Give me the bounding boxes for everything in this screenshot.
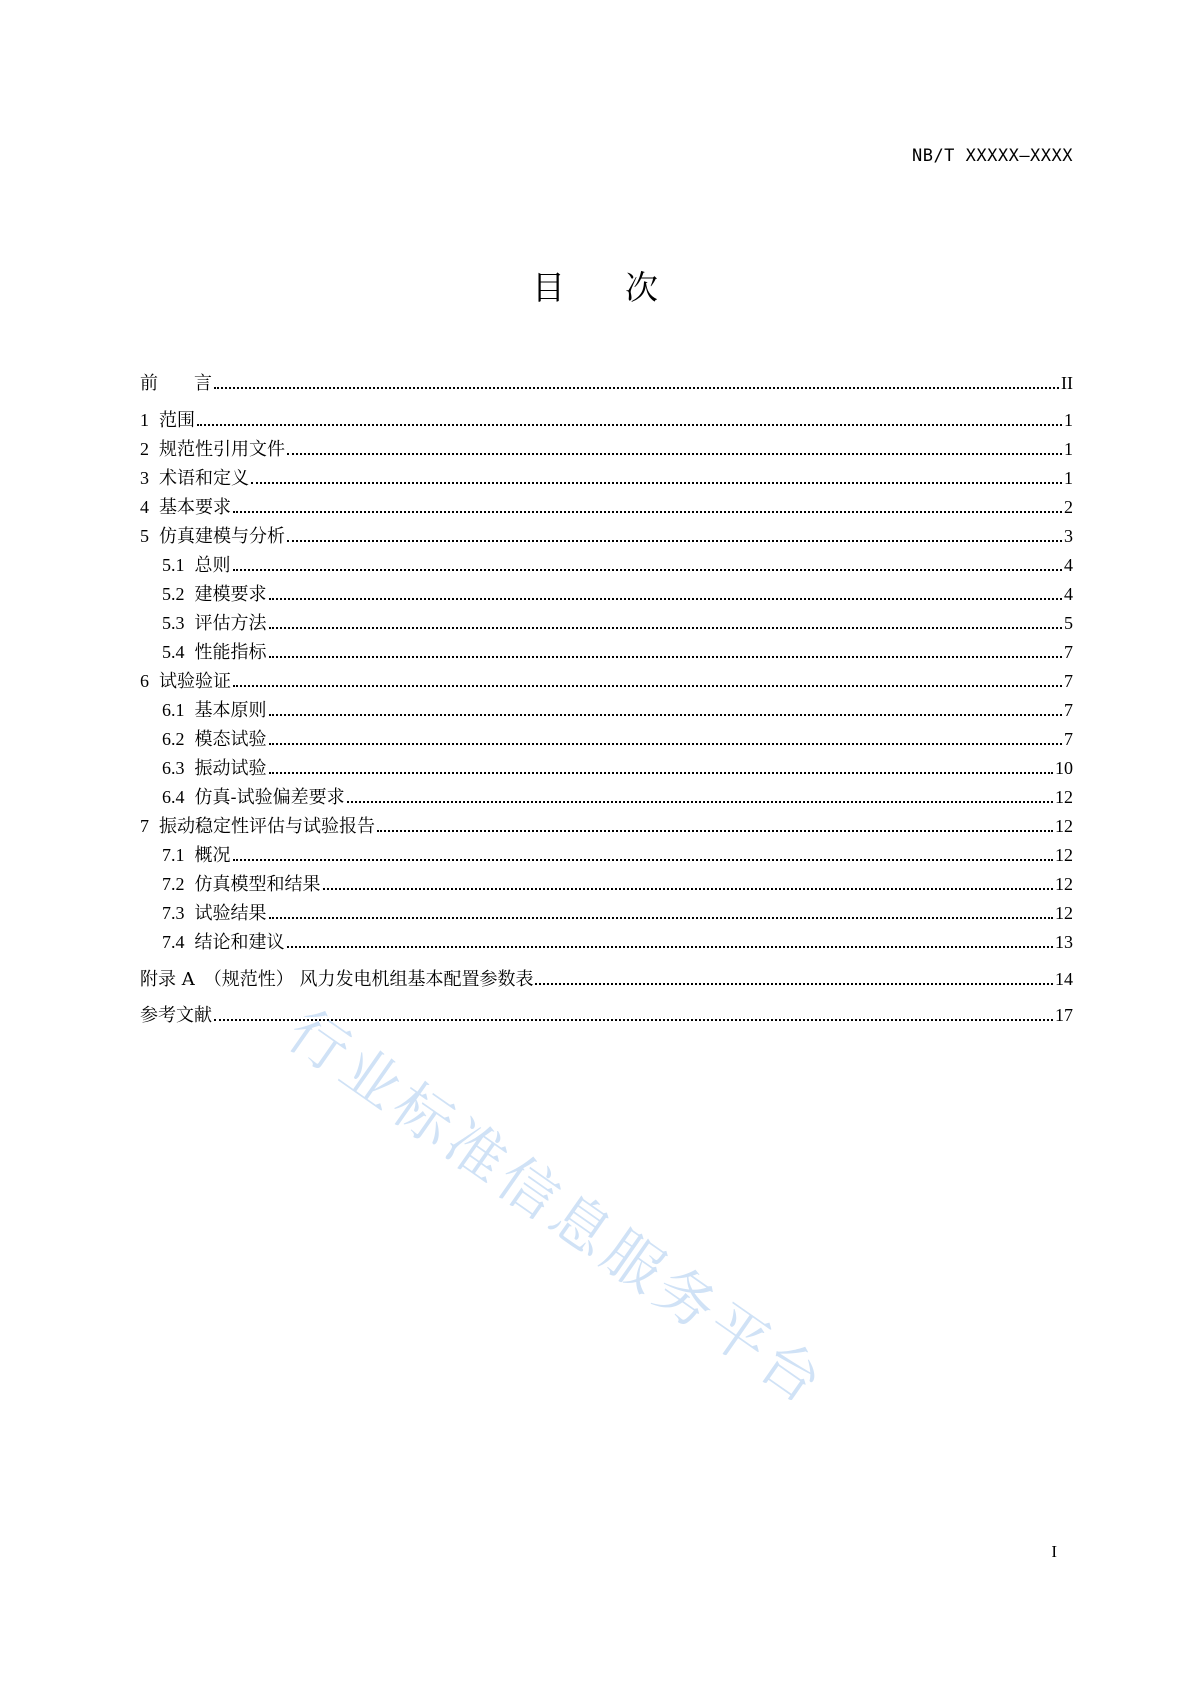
toc-dot-leader bbox=[287, 452, 1062, 455]
toc-entry-number: 1 bbox=[140, 410, 149, 430]
toc-entry-page: 1 bbox=[1064, 468, 1073, 488]
toc-dot-leader bbox=[269, 742, 1063, 745]
toc-entry[interactable] bbox=[140, 582, 1073, 606]
toc-entry-label bbox=[140, 669, 231, 694]
toc-entry-page: 12 bbox=[1055, 845, 1073, 865]
toc-entry-text: 基本原则 bbox=[194, 700, 267, 721]
toc-entry-label bbox=[140, 872, 321, 897]
toc-dot-leader bbox=[287, 539, 1062, 542]
toc-entry[interactable] bbox=[140, 408, 1073, 432]
toc-entry-page: 12 bbox=[1055, 903, 1073, 923]
toc-dot-leader bbox=[535, 982, 1053, 985]
toc-entry-text: 参考文献 bbox=[140, 1005, 212, 1026]
toc-entry[interactable] bbox=[140, 930, 1073, 954]
toc-entry-number: 5.4 bbox=[162, 642, 185, 662]
toc-dot-leader bbox=[214, 1018, 1053, 1021]
toc-entry-number: 7.2 bbox=[162, 874, 185, 894]
toc-entry-label bbox=[140, 466, 249, 491]
toc-entry-label bbox=[140, 408, 195, 433]
toc-entry-page: 7 bbox=[1064, 700, 1073, 720]
toc-dot-leader bbox=[233, 858, 1054, 861]
toc-dot-leader bbox=[269, 916, 1054, 919]
toc-entry-label bbox=[140, 611, 267, 636]
toc-entry[interactable] bbox=[140, 967, 1073, 991]
toc-entry-text: 模态试验 bbox=[194, 729, 267, 750]
toc-entry-page: 4 bbox=[1064, 555, 1073, 575]
toc-entry[interactable] bbox=[140, 640, 1073, 664]
toc-entry-page: 12 bbox=[1055, 787, 1073, 807]
toc-entry-page: 13 bbox=[1055, 932, 1073, 952]
toc-entry[interactable] bbox=[140, 756, 1073, 780]
toc-entry-page: 17 bbox=[1055, 1005, 1073, 1025]
toc-entry-text: 试验验证 bbox=[159, 671, 231, 692]
toc-dot-leader bbox=[377, 829, 1053, 832]
toc-entry-number: 2 bbox=[140, 439, 149, 459]
toc-entry-number: 7.1 bbox=[162, 845, 185, 865]
toc-entry-label bbox=[140, 814, 375, 839]
toc-entry-text: 振动稳定性评估与试验报告 bbox=[159, 816, 375, 837]
toc-entry-number: 3 bbox=[140, 468, 149, 488]
toc-entry-text: 性能指标 bbox=[194, 642, 267, 663]
toc-entry-label bbox=[140, 495, 231, 520]
toc-entry-text: 结论和建议 bbox=[194, 932, 285, 953]
toc-dot-leader bbox=[233, 568, 1063, 571]
toc-entry-page: 1 bbox=[1064, 439, 1073, 459]
toc-entry-label bbox=[140, 756, 267, 781]
toc-entry-number: 7.4 bbox=[162, 932, 185, 952]
toc-entry-page: 7 bbox=[1064, 729, 1073, 749]
toc-entry-text: 前 言 bbox=[140, 373, 212, 394]
toc-entry-text: 仿真模型和结果 bbox=[194, 874, 321, 895]
toc-dot-leader bbox=[347, 800, 1053, 803]
toc-entry-text: 范围 bbox=[159, 410, 195, 431]
toc-entry[interactable] bbox=[140, 727, 1073, 751]
toc-entry[interactable] bbox=[140, 872, 1073, 896]
toc-entry-label bbox=[140, 843, 231, 868]
toc-dot-leader bbox=[233, 510, 1062, 513]
toc-entry-text: 建模要求 bbox=[194, 584, 267, 605]
page-title: 目次 bbox=[532, 268, 718, 307]
toc-entry-number: 5 bbox=[140, 526, 149, 546]
toc-entry-number: 6.3 bbox=[162, 758, 185, 778]
toc-dot-leader bbox=[251, 481, 1062, 484]
toc-dot-leader bbox=[269, 626, 1063, 629]
toc-entry-page: 12 bbox=[1055, 874, 1073, 894]
toc-entry-label bbox=[140, 930, 285, 955]
toc-entry-label bbox=[140, 524, 285, 549]
toc-entry[interactable] bbox=[140, 785, 1073, 809]
toc-dot-leader bbox=[214, 386, 1059, 389]
toc-entry-text: 附录 A （规范性） 风力发电机组基本配置参数表 bbox=[140, 969, 534, 990]
toc-entry[interactable] bbox=[140, 611, 1073, 635]
toc-entry[interactable] bbox=[140, 371, 1073, 395]
toc-entry-label bbox=[140, 437, 285, 462]
toc-entry-label bbox=[140, 785, 345, 810]
toc-entry-number: 5.2 bbox=[162, 584, 185, 604]
watermark: 行业标准信息服务平台 bbox=[275, 996, 839, 1420]
toc-entry-text: 概况 bbox=[194, 845, 231, 866]
toc-entry-text: 试验结果 bbox=[194, 903, 267, 924]
toc-entry-number: 6 bbox=[140, 671, 149, 691]
toc-entry-text: 仿真-试验偏差要求 bbox=[194, 787, 345, 808]
toc-entry[interactable] bbox=[140, 669, 1073, 693]
toc-entry-page: 7 bbox=[1064, 642, 1073, 662]
toc-entry-number: 5.1 bbox=[162, 555, 185, 575]
toc-entry[interactable] bbox=[140, 698, 1073, 722]
toc-dot-leader bbox=[269, 597, 1063, 600]
toc-entry[interactable] bbox=[140, 495, 1073, 519]
toc-entry-label bbox=[140, 1004, 212, 1028]
toc-entry-label bbox=[140, 727, 267, 752]
toc-entry-label bbox=[140, 901, 267, 926]
toc-entry-number: 6.4 bbox=[162, 787, 185, 807]
page-number: I bbox=[1051, 1542, 1057, 1561]
toc-entry-page: 7 bbox=[1064, 671, 1073, 691]
toc-entry-label bbox=[140, 698, 267, 723]
toc-entry-number: 7.3 bbox=[162, 903, 185, 923]
toc-entry-number: 6.1 bbox=[162, 700, 185, 720]
toc-entry[interactable] bbox=[140, 437, 1073, 461]
toc-dot-leader bbox=[269, 713, 1063, 716]
toc-entry-text: 规范性引用文件 bbox=[159, 439, 285, 460]
toc-entry-label bbox=[140, 968, 533, 992]
toc-entry-text: 振动试验 bbox=[194, 758, 267, 779]
toc-entry-text: 仿真建模与分析 bbox=[159, 526, 285, 547]
toc-entry-label bbox=[140, 582, 267, 607]
toc-entry-number: 7 bbox=[140, 816, 149, 836]
toc-dot-leader bbox=[197, 423, 1062, 426]
toc-entry-text: 评估方法 bbox=[194, 613, 267, 634]
toc-entry[interactable] bbox=[140, 553, 1073, 577]
toc-entry-text: 基本要求 bbox=[159, 497, 231, 518]
toc-entry-page: 12 bbox=[1055, 816, 1073, 836]
toc-entry-text: 总则 bbox=[194, 555, 231, 576]
toc-entry[interactable] bbox=[140, 524, 1073, 548]
toc-dot-leader bbox=[269, 655, 1063, 658]
toc-entry-page: 5 bbox=[1064, 613, 1073, 633]
toc-entry-number: 4 bbox=[140, 497, 149, 517]
toc-entry-page: 14 bbox=[1055, 969, 1073, 989]
toc-entry-label bbox=[140, 553, 231, 578]
toc-entry-number: 6.2 bbox=[162, 729, 185, 749]
toc-entry-page: 3 bbox=[1064, 526, 1073, 546]
toc-dot-leader bbox=[287, 945, 1054, 948]
toc-entry-page: 10 bbox=[1055, 758, 1073, 778]
toc-entry-label bbox=[140, 640, 267, 665]
toc-entry[interactable] bbox=[140, 901, 1073, 925]
toc-entry[interactable] bbox=[140, 1003, 1073, 1027]
toc-entry[interactable] bbox=[140, 814, 1073, 838]
toc-dot-leader bbox=[269, 771, 1054, 774]
toc-entry-page: 4 bbox=[1064, 584, 1073, 604]
toc-entry-text: 术语和定义 bbox=[159, 468, 249, 489]
toc-dot-leader bbox=[323, 887, 1054, 890]
toc-entry[interactable] bbox=[140, 466, 1073, 490]
standard-number: NB/T XXXXX—XXXX bbox=[911, 146, 1073, 166]
toc-entry-number: 5.3 bbox=[162, 613, 185, 633]
toc-entry-page: II bbox=[1061, 373, 1073, 393]
toc-entry-page: 2 bbox=[1064, 497, 1073, 517]
toc-entry-page: 1 bbox=[1064, 410, 1073, 430]
toc-entry-label bbox=[140, 372, 212, 396]
toc-entry[interactable] bbox=[140, 843, 1073, 867]
toc-dot-leader bbox=[233, 684, 1062, 687]
